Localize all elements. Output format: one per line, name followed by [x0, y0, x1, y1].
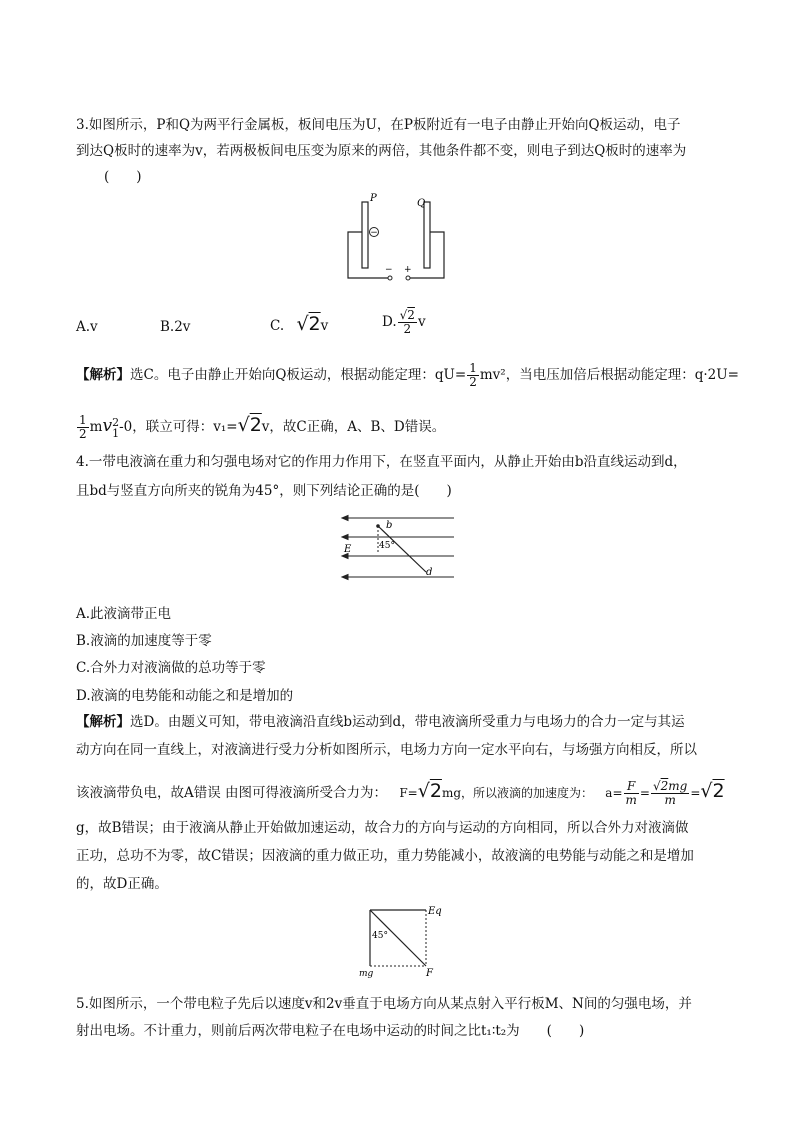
label-e: E	[344, 544, 352, 555]
q3-analysis-line1: 【解析】选C。电子由静止开始向Q板运动，根据动能定理：qU= $\frac{1}{2}$ mv²，当电压加倍后根据动能定理：q·2U=	[76, 361, 739, 389]
label-angle: 45°	[372, 931, 388, 941]
q3-stem-line1: 3.如图所示，P和Q为两平行金属板，板间电压为U，在P板附近有一电子由静止开始向Q板运动，电子	[76, 117, 681, 133]
q5-stem-line2: 射出电场。不计重力，则前后两次带电粒子在电场中运动的时间之比t₁∶t₂为 ( )	[76, 1023, 585, 1039]
plate-p	[362, 202, 368, 268]
label-f: F	[426, 968, 433, 978]
q4-analysis-line3: 该液滴带负电，故A错误 由图可得液滴所受合力为： F=√2mg，所以液滴的加速度为： a= $\frac{F}{m}$ = $\frac{√2mg}{m}$ =√2	[76, 779, 725, 807]
q4-option-c: C.合外力对液滴做的总功等于零	[76, 660, 266, 676]
svg-text:−: −	[370, 228, 378, 238]
q3-figure-capacitor	[330, 192, 460, 288]
label-angle: 45°	[379, 541, 395, 551]
q4-analysis-line5: 正功，总功不为零，故C错误；因液滴的重力做正功，重力势能减小，故液滴的电势能与动能之和是增加	[76, 848, 694, 864]
q4-stem-line1: 4.一带电液滴在重力和匀强电场对它的作用力作用下，在竖直平面内，从静止开始由b沿直线运动到d，	[76, 454, 687, 470]
q4-analysis-line6: 的，故D正确。	[76, 876, 168, 892]
q5-stem-line1: 5.如图所示，一个带电粒子先后以速度v和2v垂直于电场方向从某点射入平行板M、N间的匀强电场，并	[76, 996, 692, 1012]
q3-option-c: C. √2v	[270, 313, 329, 335]
q4-force-diagram	[354, 902, 444, 978]
q4-option-b: B.液滴的加速度等于零	[76, 633, 212, 649]
label-eq: Eq	[428, 906, 442, 917]
label-minus: −	[385, 265, 393, 275]
label-p: P	[370, 193, 377, 204]
q4-analysis-line1: 【解析】选D。由题义可知，带电液滴沿直线b运动到d，带电液滴所受重力与电场力的合力一定与其运	[76, 714, 685, 730]
q4-figure-field	[334, 510, 460, 588]
q3-answer-paren: ( )	[104, 169, 142, 185]
q3-option-d: D. $\frac{√2}{2}$ v	[382, 308, 426, 336]
terminal-plus	[406, 276, 410, 280]
q3-stem-line2: 到达Q板时的速率为v，若两极板间电压变为原来的两倍，其他条件都不变，则电子到达Q板时的速率为	[76, 143, 687, 159]
q4-analysis-line4: g，故B错误；由于液滴从静止开始做加速运动，故合力的方向与运动的方向相同，所以合外力对液滴做	[76, 820, 689, 836]
label-q: Q	[417, 198, 426, 209]
q4-option-d: D.液滴的电势能和动能之和是增加的	[76, 688, 294, 704]
q3-analysis-line2: $\frac{1}{2}$ mv 2 1 -0，联立可得：v₁=√2v，故C正确，A、B、D错误。	[79, 413, 446, 441]
q4-option-a: A.此液滴带正电	[76, 606, 172, 622]
label-mg: mg	[359, 969, 374, 978]
q3-option-b: B.2v	[160, 319, 191, 335]
analysis-tag: 【解析】	[76, 367, 130, 383]
terminal-minus	[388, 276, 392, 280]
q4-stem-line2: 且bd与竖直方向所夹的锐角为45°，则下列结论正确的是( )	[76, 483, 452, 499]
q4-analysis-line2: 动方向在同一直线上，对液滴进行受力分析如图所示，电场力方向一定水平向右，与场强方向相反，所以	[76, 742, 697, 758]
label-d: d	[426, 567, 433, 578]
q3-option-a: A.v	[76, 319, 98, 335]
label-b: b	[386, 520, 393, 531]
analysis-tag: 【解析】	[76, 714, 130, 730]
plate-q	[424, 202, 430, 268]
label-plus: +	[404, 265, 412, 275]
